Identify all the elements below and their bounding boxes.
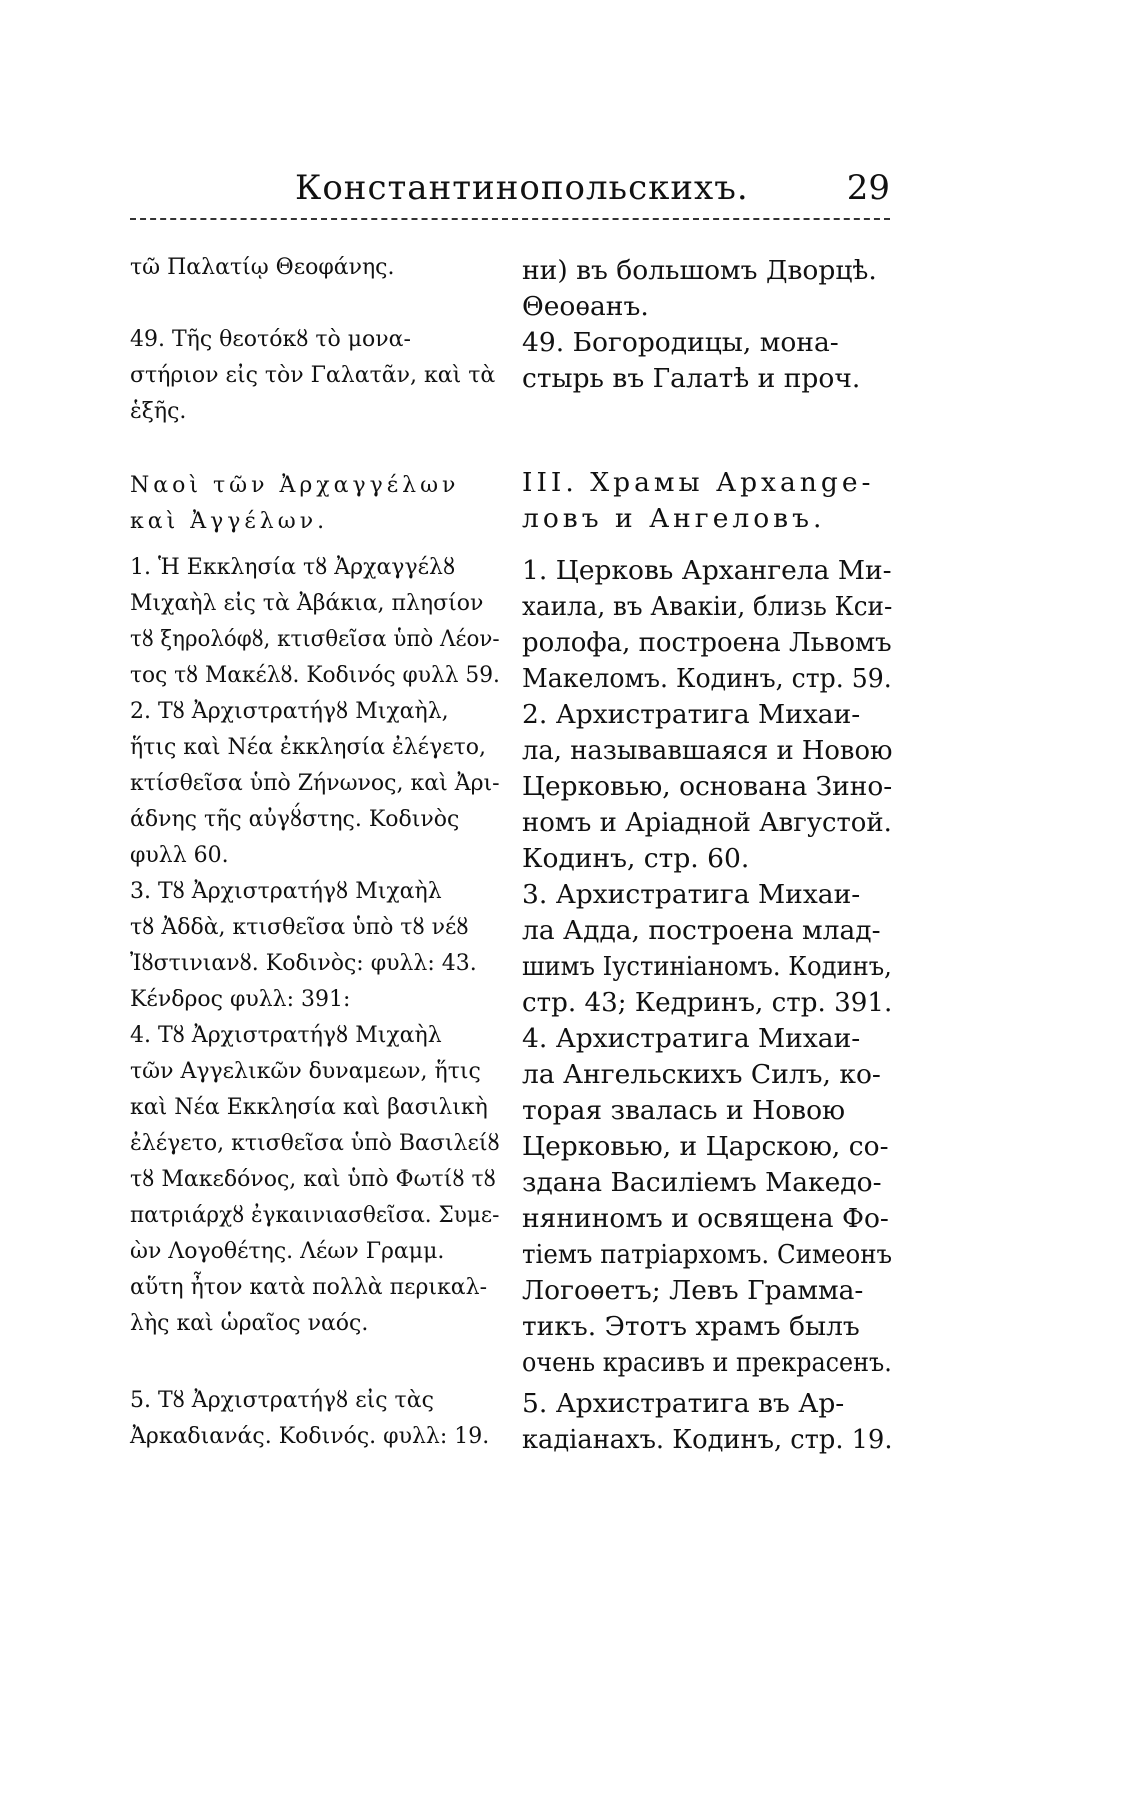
greek-line: τȣ ξηρολόφȣ, κτισθεῖσα ὑπὸ Λέον- [130,627,500,652]
greek-line: κτίσθεῖσα ὑπὸ Ζήνωνος, καὶ Ἀρι- [130,771,500,796]
greek-line: Ἰȣστινιανȣ. Κοδινὸς: φυλλ: 43. [130,951,477,976]
russian-line: ла Ангельскихъ Силъ, ко- [522,1059,881,1090]
greek-line: άδνης τῆς αὐγȣ́στης. Κοδινὸς [130,807,460,832]
greek-line: Ἀρκαδιανάς. Κοδινός. φυλλ: 19. [130,1424,490,1449]
greek-line: καὶ Ἀγγέλων. [130,509,329,534]
russian-line: ролофа, построена Львомъ [522,627,892,658]
greek-line: 2. Τȣ Ἀρχιστρατήγȣ Μιχαὴλ, [130,699,449,724]
russian-line: Θеоѳанъ. [522,291,649,322]
russian-line: хаила, въ Авакіи, близь Кси- [522,591,893,622]
russian-line: 5. Архистратига въ Ар- [522,1388,845,1419]
greek-line: ἐλέγετο, κτισθεῖσα ὑπὸ Βασιλείȣ [130,1131,500,1156]
header-rule [130,218,890,220]
greek-line: 49. Τῆς θεοτόκȣ τὸ μονα- [130,327,411,352]
greek-line: στήριον εἰς τὸν Γαλατᾶν, καὶ τὰ [130,363,496,388]
greek-line: 1. Ἡ Εκκλησία τȣ Ἀρχαγγέλȣ [130,555,456,580]
russian-line: номъ и Аріадной Августой. [522,807,892,838]
russian-line: торая звалась и Новою [522,1095,846,1126]
russian-line: тіемъ патріархомъ. Симеонъ [522,1239,893,1270]
russian-line: очень красивъ и прекрасенъ. [522,1347,892,1378]
russian-line: III. Храмы Архange- [522,467,875,498]
greek-line: ἑξῆς. [130,399,187,424]
russian-line: 3. Архистратига Михаи- [522,879,861,910]
russian-line: кадіанахъ. Кодинъ, стр. 19. [522,1424,893,1455]
greek-line: 3. Τȣ Ἀρχιστρατήγȣ Μιχαὴλ [130,879,442,904]
russian-line: няниномъ и освящена Фо- [522,1203,889,1234]
greek-line: λὴς καὶ ὡραῖος ναός. [130,1311,369,1336]
russian-line: 1. Церковь Архангела Ми- [522,555,892,586]
russian-line: ни) въ большомъ Дворцѣ. [522,255,877,286]
russian-line: стырь въ Галатѣ и проч. [522,363,861,394]
greek-line: τῶν Αγγελικῶν δυναμεων, ἥτις [130,1059,481,1084]
greek-line: τȣ Μακεδόνος, καὶ ὑπὸ Φωτίȣ τȣ [130,1167,496,1192]
russian-line: ловъ и Ангеловъ. [522,503,826,534]
russian-line: 2. Архистратига Михаи- [522,699,861,730]
russian-line: шимъ Іустиніаномъ. Кодинъ, [522,951,892,982]
russian-line: 49. Богородицы, мона- [522,327,839,358]
russian-line: Церковью, и Царскою, со- [522,1131,889,1162]
greek-line: Ναοὶ τῶν Ἀρχαγγέλων [130,473,460,498]
russian-line: ла Адда, построена млад- [522,915,881,946]
greek-line: τȣ Ἀδδὰ, κτισθεῖσα ὑπὸ τȣ νέȣ [130,915,469,940]
greek-line: ἥτις καὶ Νέα ἐκκλησία ἐλέγετο, [130,735,487,760]
greek-line: Κένδρος φυλλ: 391: [130,987,351,1012]
greek-line: αὕτη ἦτον κατὰ πολλὰ περικαλ- [130,1275,488,1300]
greek-line: πατριάρχȣ ἐγκαινιασθεῖσα. Συμε- [130,1203,500,1228]
page-number: 29 [846,168,890,208]
russian-line: тикъ. Этотъ храмъ былъ [522,1311,860,1342]
russian-line: 4. Архистратига Михаи- [522,1023,861,1054]
russian-line: Церковью, основана Зино- [522,771,893,802]
greek-line: καὶ Νέα Εκκλησία καὶ βασιλικὴ [130,1095,488,1120]
greek-line: τος τȣ Μακέλȣ. Κοδινός φυλλ 59. [130,663,500,688]
greek-line: ὼν Λογοθέτης. Λέων Γραμμ. [130,1239,445,1264]
page-header [130,168,890,228]
russian-line: Логоѳетъ; Левъ Граммa- [522,1275,864,1306]
greek-line: φυλλ 60. [130,843,229,868]
russian-line: Макеломъ. Кодинъ, стр. 59. [522,663,892,694]
greek-line: Μιχαὴλ εἰς τὰ Ἀβάκια, πλησίον [130,591,484,616]
russian-line: Кодинъ, стр. 60. [522,843,750,874]
russian-line: здана Василіемъ Македо- [522,1167,882,1198]
running-title: Константинопольскихъ. [295,168,749,208]
greek-line: 4. Τȣ Ἀρχιστρατήγȣ Μιχαὴλ [130,1023,442,1048]
greek-line: 5. Τȣ Ἀρχιστρατήγȣ εἰς τὰς [130,1388,434,1413]
greek-line: τῶ Παλατίῳ Θεοφάνης. [130,255,395,280]
russian-line: ла, называвшаяся и Новою [522,735,893,766]
russian-line: стр. 43; Кедринъ, стр. 391. [522,987,893,1018]
